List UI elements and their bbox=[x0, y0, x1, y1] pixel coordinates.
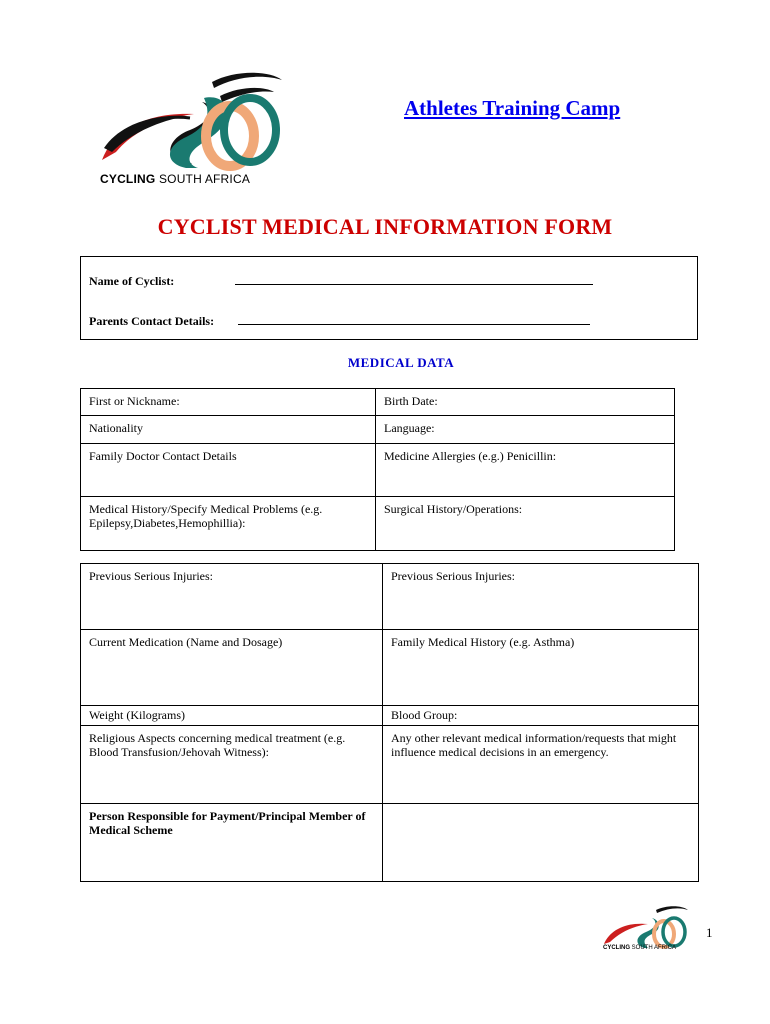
table-row bbox=[81, 726, 699, 804]
footer-wordmark bbox=[603, 945, 676, 951]
weight-cell[interactable]: Weight (Kilograms) bbox=[81, 706, 383, 726]
name-of-cyclist-field[interactable] bbox=[235, 284, 593, 285]
table-row bbox=[81, 416, 675, 444]
logo-wordmark bbox=[100, 172, 250, 186]
parents-contact-field[interactable] bbox=[238, 324, 590, 325]
medical-history-cell[interactable]: Medical History/Specify Medical Problems (e.g. Epilepsy,Diabetes,Hemophillia): bbox=[81, 497, 376, 551]
table-row bbox=[81, 444, 675, 497]
table-row bbox=[81, 389, 675, 416]
first-name-cell[interactable]: First or Nickname: bbox=[81, 389, 376, 416]
table-row bbox=[81, 706, 699, 726]
current-medication-cell[interactable]: Current Medication (Name and Dosage) bbox=[81, 630, 383, 706]
parents-contact-label: Parents Contact Details: bbox=[89, 314, 215, 328]
medical-data-table-1 bbox=[80, 388, 675, 551]
medicine-allergies-cell[interactable]: Medicine Allergies (e.g.) Penicillin: bbox=[376, 444, 675, 497]
footer-brand-text: CYCLING bbox=[603, 945, 630, 951]
nationality-cell[interactable]: Nationality bbox=[81, 416, 376, 444]
medical-data-heading: MEDICAL DATA bbox=[347, 355, 455, 370]
logo-brand-text: CYCLING bbox=[100, 172, 156, 186]
name-of-cyclist-label: Name of Cyclist: bbox=[89, 274, 175, 288]
surgical-history-cell[interactable]: Surgical History/Operations: bbox=[376, 497, 675, 551]
form-title: CYCLIST MEDICAL INFORMATION FORM bbox=[157, 214, 613, 239]
family-medical-history-cell[interactable]: Family Medical History (e.g. Asthma) bbox=[383, 630, 699, 706]
payment-responsible-cell[interactable]: Person Responsible for Payment/Principal Member of Medical Scheme bbox=[81, 804, 383, 882]
previous-injuries-cell-left[interactable]: Previous Serious Injuries: bbox=[81, 564, 383, 630]
religious-aspects-cell[interactable]: Religious Aspects concerning medical treatment (e.g. Blood Transfusion/Jehovah Witness): bbox=[81, 726, 383, 804]
table-row bbox=[81, 804, 699, 882]
logo-region-text: SOUTH AFRICA bbox=[158, 172, 251, 186]
previous-injuries-cell-right[interactable]: Previous Serious Injuries: bbox=[383, 564, 699, 630]
payment-responsible-value-cell[interactable] bbox=[383, 804, 699, 882]
language-cell[interactable]: Language: bbox=[376, 416, 675, 444]
other-medical-info-cell[interactable]: Any other relevant medical information/requests that might influence medical decisions in an emergency. bbox=[383, 726, 699, 804]
medical-data-table-2 bbox=[80, 563, 699, 882]
blood-group-cell[interactable]: Blood Group: bbox=[383, 706, 699, 726]
table-row bbox=[81, 497, 675, 551]
cyclist-info-box bbox=[80, 256, 698, 340]
birth-date-cell[interactable]: Birth Date: bbox=[376, 389, 675, 416]
table-row bbox=[81, 564, 699, 630]
camp-title-link[interactable]: Athletes Training Camp bbox=[404, 96, 621, 120]
page-number: 1 bbox=[706, 925, 713, 940]
family-doctor-cell[interactable]: Family Doctor Contact Details bbox=[81, 444, 376, 497]
footer-region-text: SOUTH AFRICA bbox=[631, 945, 677, 951]
table-row bbox=[81, 630, 699, 706]
